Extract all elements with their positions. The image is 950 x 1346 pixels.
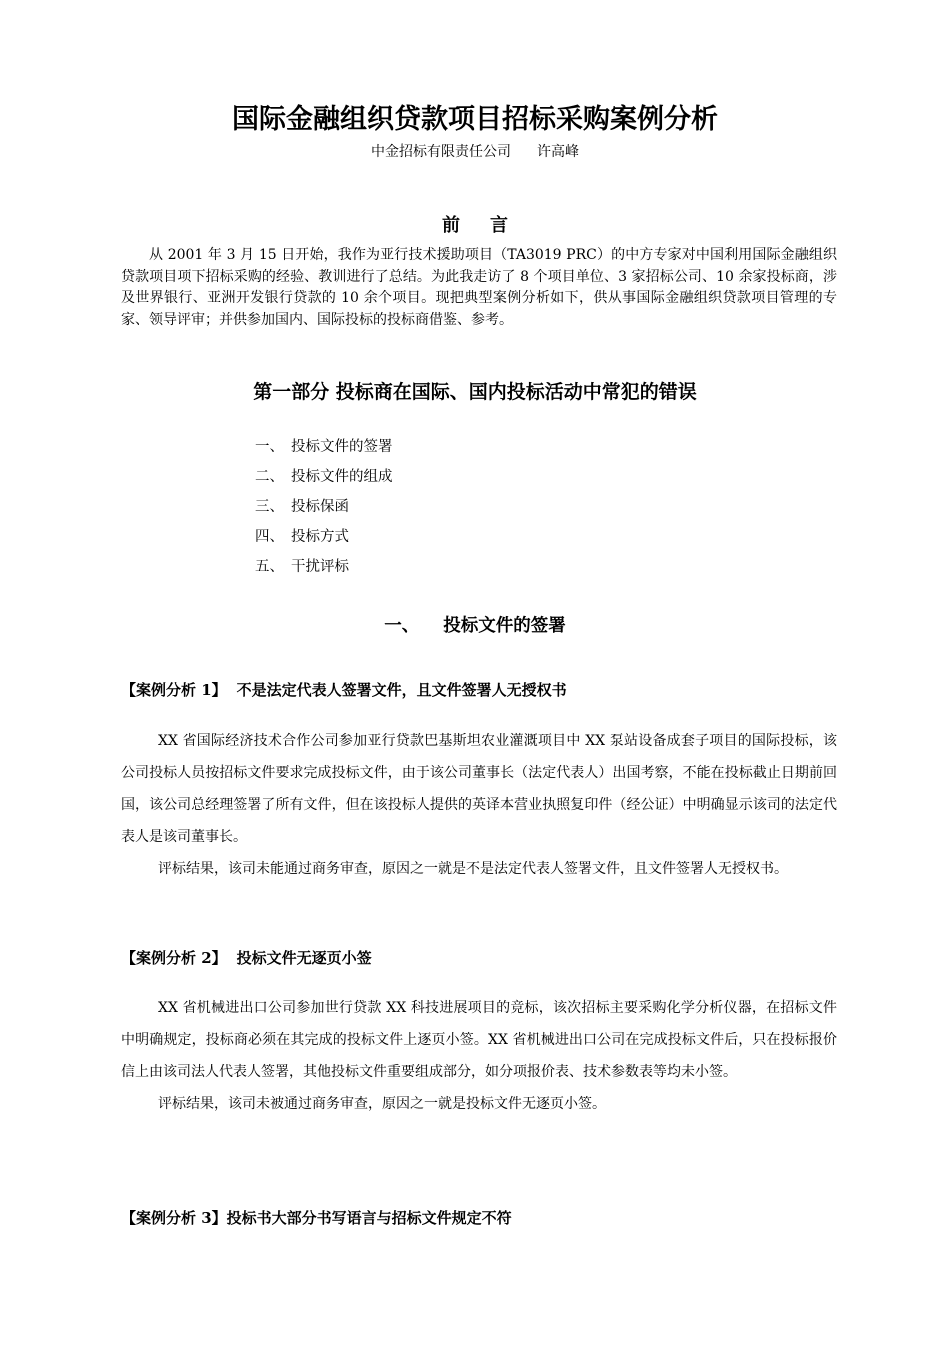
outline-item-number: 一、 <box>255 439 284 455</box>
outline-item-number: 三、 <box>255 499 284 515</box>
case-title: 投标文件无逐页小签 <box>236 949 372 967</box>
outline-item-label: 投标文件的签署 <box>291 439 393 455</box>
outline-item-number: 二、 <box>255 469 284 485</box>
case-paragraph: XX 省机械进出口公司参加世行贷款 XX 科技进展项目的竞标，该次招标主要采购化学分析仪器，在招标文件中明确规定，投标商必须在其完成的投标文件上逐页小签。XX 省机械进出口公司在完成投标文件后，只在投标报价信上由该司法人代表人签署，其他投标文件重要组成部分，如分项报价表、技术参数表等均未小签。 <box>121 1000 837 1080</box>
section-title: 投标文件的签署 <box>443 616 566 636</box>
case-label: 【案例分析 3】 <box>121 1209 227 1227</box>
case-label: 【案例分析 2】 <box>121 949 227 967</box>
case-title: 投标书大部分书写语言与招标文件规定不符 <box>226 1209 512 1227</box>
outline-item-label: 投标文件的组成 <box>291 469 393 485</box>
case-heading <box>121 946 837 970</box>
case-paragraph: XX 省国际经济技术合作公司参加亚行贷款巴基斯坦农业灌溉项目中 XX 泵站设备成套子项目的国际投标，该公司投标人员按招标文件要求完成投标文件，由于该公司董事长（法定代表人）出国考察，不能在投标截止日期前回国，该公司总经理签署了所有文件，但在该投标人提供的英译本营业执照复印件（经公证）中明确显示该司的法定代表人是该司董事长。 <box>121 733 837 845</box>
outline-item <box>255 552 393 582</box>
outline-item <box>255 522 393 552</box>
author-name: 许高峰 <box>537 144 579 160</box>
case-title: 不是法定代表人签署文件，且文件签署人无授权书 <box>236 681 567 699</box>
outline-item-label: 投标方式 <box>291 529 349 545</box>
author-line <box>0 141 950 163</box>
section-number: 一、 <box>384 616 420 636</box>
case-paragraph: 评标结果，该司未能通过商务审查，原因之一就是不是法定代表人签署文件，且文件签署人无授权书。 <box>158 861 788 877</box>
case-paragraph: 评标结果，该司未被通过商务审查，原因之一就是投标文件无逐页小签。 <box>158 1096 606 1112</box>
outline-item-label: 干扰评标 <box>291 559 349 575</box>
part-one-heading: 第一部分 投标商在国际、国内投标活动中常犯的错误 <box>253 381 697 403</box>
outline-item <box>255 432 393 462</box>
case-body <box>121 992 837 1120</box>
outline-item <box>255 492 393 522</box>
preface-heading: 前言 <box>442 215 538 236</box>
preface-paragraph: 从 2001 年 3 月 15 日开始，我作为亚行技术援助项目（TA3019 PRC）的中方专家对中国利用国际金融组织贷款项目项下招标采购的经验、教训进行了总结。为此我走访了 8 个项目单位、3 家招标公司、10 余家投标商，涉及世界银行、亚洲开发银行贷款的 10 余个项目。现把典型案例分析如下，供从事国际金融组织贷款项目管理的专家、领导评审；并供参加国内、国际投标的投标商借鉴、参考。 <box>121 247 837 328</box>
document-title: 国际金融组织贷款项目招标采购案例分析 <box>232 104 718 135</box>
case-label: 【案例分析 1】 <box>121 681 227 699</box>
author-organization: 中金招标有限责任公司 <box>371 144 511 160</box>
case-heading <box>121 678 837 702</box>
outline-item-number: 五、 <box>255 559 284 575</box>
part-one-outline <box>255 432 393 582</box>
case-body <box>121 725 837 885</box>
outline-item <box>255 462 393 492</box>
section-one-heading <box>0 612 950 640</box>
outline-item-label: 投标保函 <box>291 499 349 515</box>
case-heading <box>121 1206 837 1230</box>
outline-item-number: 四、 <box>255 529 284 545</box>
